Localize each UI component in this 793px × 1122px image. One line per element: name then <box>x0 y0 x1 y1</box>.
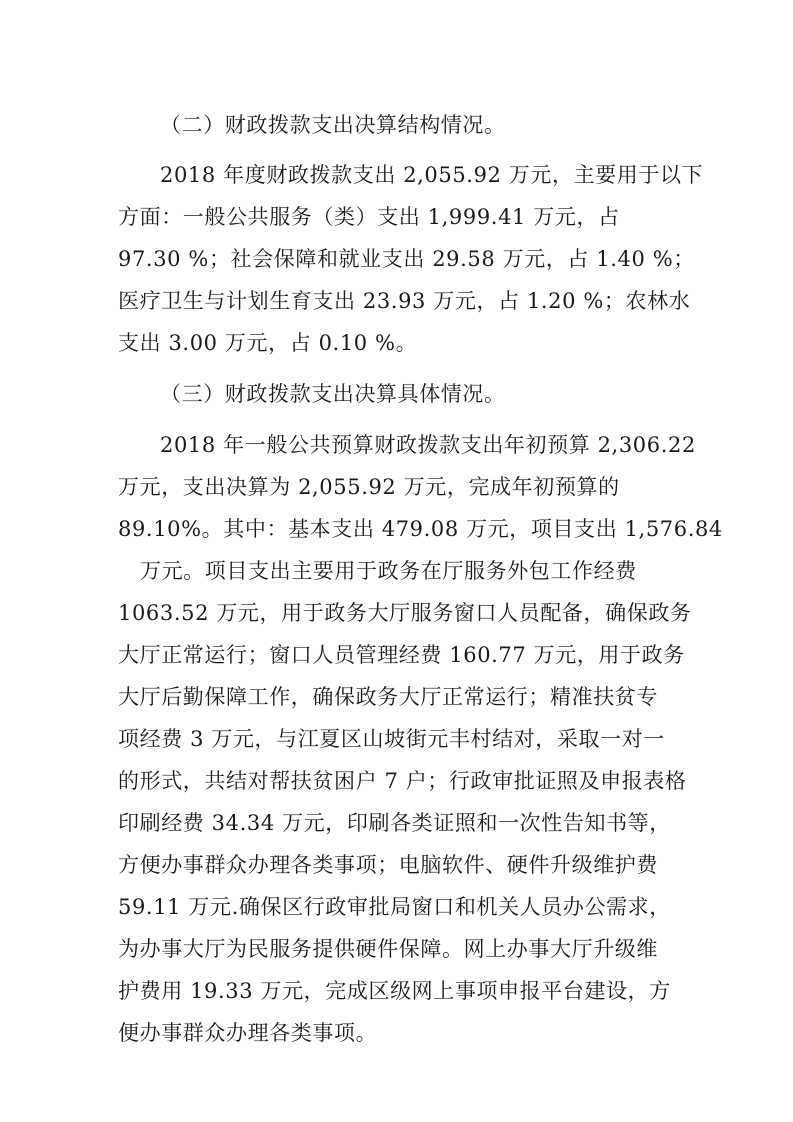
section-3-paragraph-line: 便办事群众办理各类事项。 <box>118 1021 378 1045</box>
section-2-paragraph-line: 支出 3.00 万元，占 0.10 %。 <box>118 331 418 355</box>
section-3-paragraph-line: 59.11 万元.确保区行政审批局窗口和机关人员办公需求， <box>118 895 671 919</box>
section-3-paragraph-line: 方便办事群众办理各类事项；电脑软件、硬件升级维护费 <box>118 853 658 877</box>
section-2-paragraph-line: 方面：一般公共服务（类）支出 1,999.41 万元，占 <box>118 205 620 229</box>
section-3-paragraph-line: 大厅正常运行；窗口人员管理经费 160.77 万元，用于政务 <box>118 643 685 667</box>
section-2-paragraph-line: 97.30 %；社会保障和就业支出 29.58 万元，占 1.40 %； <box>118 247 695 271</box>
section-2-paragraph-line: 2018 年度财政拨款支出 2,055.92 万元，主要用于以下 <box>160 163 704 187</box>
section-3-paragraph-line: 护费用 19.33 万元，完成区级网上事项申报平台建设，方 <box>118 979 671 1003</box>
section-3-paragraph-line: 的形式，共结对帮扶贫困户 7 户；行政审批证照及申报表格 <box>118 769 687 793</box>
section-2-paragraph-line: 医疗卫生与计划生育支出 23.93 万元，占 1.20 %；农林水 <box>118 289 691 313</box>
section-3-paragraph-line: 为办事大厅为民服务提供硬件保障。网上办事大厅升级维 <box>118 937 658 961</box>
section-3-paragraph-line: 89.10%。其中：基本支出 479.08 万元，项目支出 1,576.84 <box>118 517 723 541</box>
section-3-paragraph-line: 1063.52 万元，用于政务大厅服务窗口人员配备，确保政务 <box>118 601 692 625</box>
section-3-paragraph-line: 万元。项目支出主要用于政务在厅服务外包工作经费 <box>140 559 637 583</box>
section-2-heading: （二）财政拨款支出决算结构情况。 <box>160 113 506 137</box>
section-3-paragraph-line: 印刷经费 34.34 万元，印刷各类证照和一次性告知书等， <box>118 811 671 835</box>
section-3-paragraph-line: 项经费 3 万元，与江夏区山坡街元丰村结对，采取一对一 <box>118 727 665 751</box>
section-3-heading: （三）财政拨款支出决算具体情况。 <box>160 382 506 406</box>
section-3-paragraph-line: 大厅后勤保障工作，确保政务大厅正常运行；精准扶贫专 <box>118 685 658 709</box>
section-3-paragraph-line: 2018 年一般公共预算财政拨款支出年初预算 2,306.22 <box>160 433 696 457</box>
section-3-paragraph-line: 万元，支出决算为 2,055.92 万元，完成年初预算的 <box>118 475 620 499</box>
